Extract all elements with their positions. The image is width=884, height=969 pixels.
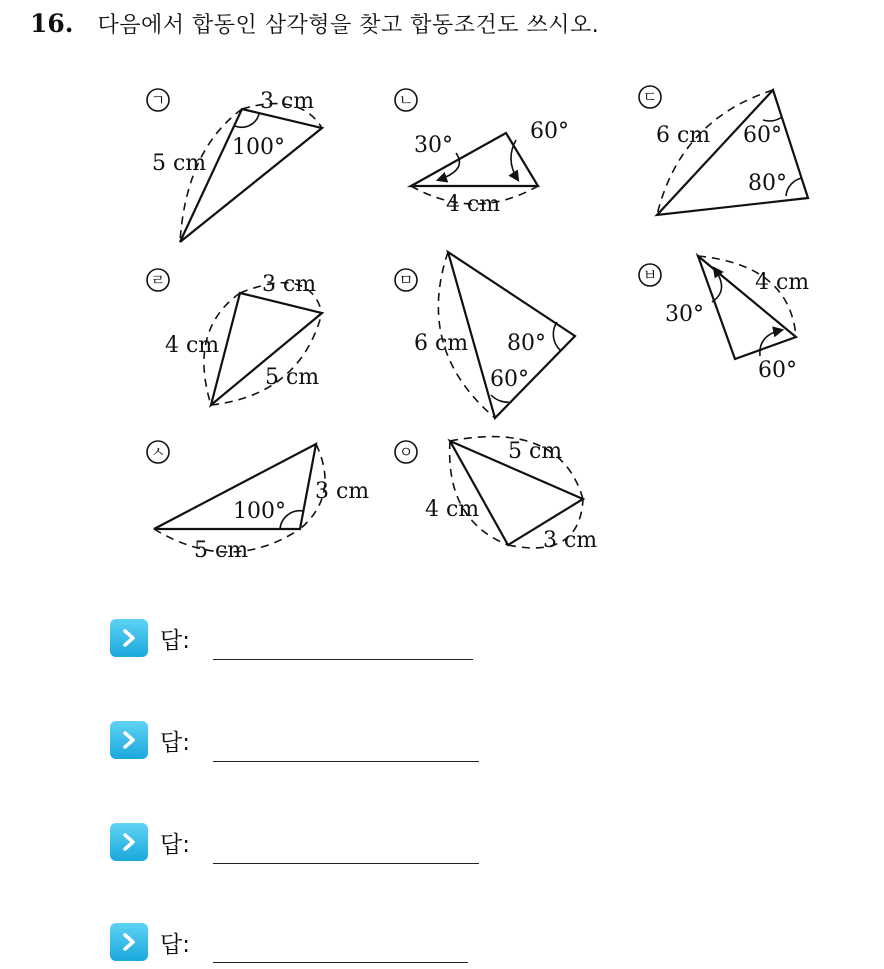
label-c-6cm: 6 cm xyxy=(656,123,711,148)
marker-g: ㅅ xyxy=(150,443,166,461)
question-text: 다음에서 합동인 삼각형을 찾고 합동조건도 쓰시오. xyxy=(97,13,600,38)
label-b-4cm: 4 cm xyxy=(446,192,501,217)
marker-h: ㅇ xyxy=(398,443,414,461)
label-a-3cm: 3 cm xyxy=(260,89,315,114)
label-e-6cm: 6 cm xyxy=(414,331,469,356)
label-g-100: 100° xyxy=(233,499,286,524)
answer-row-3 xyxy=(110,822,190,862)
chevron-right-icon xyxy=(110,823,148,861)
label-e-60: 60° xyxy=(490,367,529,392)
label-b-30: 30° xyxy=(414,133,453,158)
label-c-60: 60° xyxy=(743,123,782,148)
label-a-5cm: 5 cm xyxy=(152,151,207,176)
answer-label: 답: xyxy=(160,627,190,654)
label-h-5cm: 5 cm xyxy=(508,439,563,464)
chevron-right-icon xyxy=(110,721,148,759)
label-f-30: 30° xyxy=(665,302,704,327)
triangle-e-angle-60 xyxy=(491,395,512,402)
answer-row-4 xyxy=(110,922,190,962)
chevron-right-icon xyxy=(110,619,148,657)
label-h-4cm: 4 cm xyxy=(425,497,480,522)
marker-f: ㅂ xyxy=(642,266,658,284)
label-c-80: 80° xyxy=(748,171,787,196)
triangle-c-angle-60 xyxy=(763,117,782,121)
label-a-100: 100° xyxy=(232,135,285,160)
marker-a: ㄱ xyxy=(150,91,166,109)
label-g-3cm: 3 cm xyxy=(315,479,370,504)
answer-row-1 xyxy=(110,618,190,658)
label-h-3cm: 3 cm xyxy=(543,528,598,553)
marker-c: ㄷ xyxy=(642,88,658,106)
triangle-c-angle-80 xyxy=(786,178,802,196)
label-f-4cm: 4 cm xyxy=(755,270,810,295)
answer-blank-2[interactable] xyxy=(213,761,479,762)
marker-e: ㅁ xyxy=(398,271,414,289)
label-b-60: 60° xyxy=(530,119,569,144)
answer-blank-3[interactable] xyxy=(213,863,479,864)
label-d-3cm: 3 cm xyxy=(262,272,317,297)
answer-blank-4[interactable] xyxy=(213,962,468,963)
label-d-5cm: 5 cm xyxy=(265,365,320,390)
marker-d: ㄹ xyxy=(150,271,166,289)
chevron-right-icon xyxy=(110,923,148,961)
marker-b: ㄴ xyxy=(398,91,414,109)
label-e-80: 80° xyxy=(507,331,546,356)
answer-row-2 xyxy=(110,720,190,760)
question-number: 16. xyxy=(30,9,74,38)
answer-label: 답: xyxy=(160,931,190,958)
label-d-4cm: 4 cm xyxy=(165,333,220,358)
answer-label: 답: xyxy=(160,729,190,756)
label-f-60: 60° xyxy=(758,358,797,383)
label-g-5cm: 5 cm xyxy=(194,538,249,563)
answer-blank-1[interactable] xyxy=(213,659,473,660)
answer-label: 답: xyxy=(160,831,190,858)
triangle-g xyxy=(147,441,325,552)
